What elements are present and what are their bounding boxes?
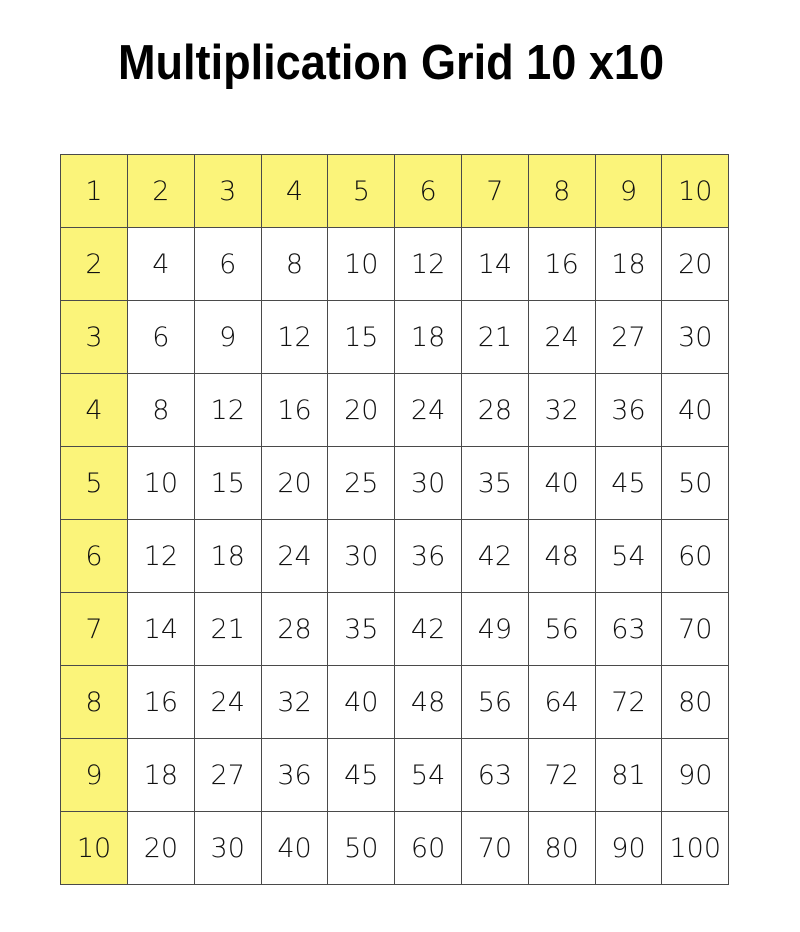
product-cell: 14: [128, 593, 195, 666]
row-header-cell: 7: [61, 593, 128, 666]
page-title: Multiplication Grid 10 x10: [117, 36, 665, 90]
grid-row: [61, 666, 729, 739]
product-cell: 36: [395, 520, 462, 593]
header-row: [61, 155, 729, 228]
product-cell: 54: [595, 520, 662, 593]
row-header-cell: 8: [61, 666, 128, 739]
column-header-cell: 8: [528, 155, 595, 228]
product-cell: 50: [662, 447, 729, 520]
product-cell: 20: [328, 374, 395, 447]
product-cell: 24: [261, 520, 328, 593]
product-cell: 30: [395, 447, 462, 520]
row-header-cell: 5: [61, 447, 128, 520]
row-header-cell: 9: [61, 739, 128, 812]
grid-row: [61, 447, 729, 520]
product-cell: 30: [662, 301, 729, 374]
product-cell: 6: [128, 301, 195, 374]
product-cell: 6: [194, 228, 261, 301]
column-header-cell: 5: [328, 155, 395, 228]
product-cell: 4: [128, 228, 195, 301]
product-cell: 45: [328, 739, 395, 812]
product-cell: 72: [595, 666, 662, 739]
grid-row: [61, 301, 729, 374]
column-header-cell: 7: [461, 155, 528, 228]
product-cell: 63: [461, 739, 528, 812]
product-cell: 20: [261, 447, 328, 520]
column-header-cell: 4: [261, 155, 328, 228]
product-cell: 45: [595, 447, 662, 520]
product-cell: 12: [194, 374, 261, 447]
product-cell: 35: [328, 593, 395, 666]
product-cell: 40: [528, 447, 595, 520]
multiplication-grid: [60, 154, 729, 885]
row-header-cell: 3: [61, 301, 128, 374]
product-cell: 54: [395, 739, 462, 812]
product-cell: 12: [261, 301, 328, 374]
row-header-cell: 2: [61, 228, 128, 301]
product-cell: 16: [528, 228, 595, 301]
product-cell: 40: [261, 812, 328, 885]
column-header-cell: 9: [595, 155, 662, 228]
product-cell: 16: [261, 374, 328, 447]
product-cell: 40: [328, 666, 395, 739]
product-cell: 100: [662, 812, 729, 885]
grid-row: [61, 520, 729, 593]
product-cell: 32: [261, 666, 328, 739]
product-cell: 50: [328, 812, 395, 885]
product-cell: 15: [328, 301, 395, 374]
product-cell: 18: [194, 520, 261, 593]
grid-row: [61, 812, 729, 885]
product-cell: 25: [328, 447, 395, 520]
product-cell: 36: [595, 374, 662, 447]
product-cell: 12: [128, 520, 195, 593]
grid-row: [61, 739, 729, 812]
product-cell: 21: [194, 593, 261, 666]
row-header-cell: 4: [61, 374, 128, 447]
product-cell: 56: [528, 593, 595, 666]
product-cell: 9: [194, 301, 261, 374]
product-cell: 18: [395, 301, 462, 374]
product-cell: 28: [461, 374, 528, 447]
product-cell: 14: [461, 228, 528, 301]
product-cell: 27: [595, 301, 662, 374]
column-header-cell: 10: [662, 155, 729, 228]
grid-body: [61, 155, 729, 885]
product-cell: 63: [595, 593, 662, 666]
column-header-cell: 3: [194, 155, 261, 228]
product-cell: 56: [461, 666, 528, 739]
product-cell: 20: [128, 812, 195, 885]
product-cell: 18: [595, 228, 662, 301]
column-header-cell: 1: [61, 155, 128, 228]
product-cell: 60: [395, 812, 462, 885]
product-cell: 49: [461, 593, 528, 666]
product-cell: 42: [395, 593, 462, 666]
product-cell: 8: [128, 374, 195, 447]
product-cell: 30: [194, 812, 261, 885]
grid-row: [61, 374, 729, 447]
product-cell: 10: [128, 447, 195, 520]
product-cell: 70: [461, 812, 528, 885]
product-cell: 72: [528, 739, 595, 812]
product-cell: 90: [662, 739, 729, 812]
row-header-cell: 6: [61, 520, 128, 593]
product-cell: 24: [528, 301, 595, 374]
grid-row: [61, 228, 729, 301]
product-cell: 27: [194, 739, 261, 812]
product-cell: 24: [194, 666, 261, 739]
product-cell: 28: [261, 593, 328, 666]
product-cell: 70: [662, 593, 729, 666]
product-cell: 20: [662, 228, 729, 301]
product-cell: 12: [395, 228, 462, 301]
product-cell: 8: [261, 228, 328, 301]
product-cell: 24: [395, 374, 462, 447]
product-cell: 21: [461, 301, 528, 374]
product-cell: 80: [528, 812, 595, 885]
product-cell: 35: [461, 447, 528, 520]
column-header-cell: 2: [128, 155, 195, 228]
product-cell: 42: [461, 520, 528, 593]
product-cell: 10: [328, 228, 395, 301]
product-cell: 36: [261, 739, 328, 812]
product-cell: 16: [128, 666, 195, 739]
product-cell: 90: [595, 812, 662, 885]
product-cell: 80: [662, 666, 729, 739]
product-cell: 48: [528, 520, 595, 593]
product-cell: 48: [395, 666, 462, 739]
product-cell: 32: [528, 374, 595, 447]
product-cell: 60: [662, 520, 729, 593]
product-cell: 40: [662, 374, 729, 447]
row-header-cell: 10: [61, 812, 128, 885]
product-cell: 64: [528, 666, 595, 739]
column-header-cell: 6: [395, 155, 462, 228]
product-cell: 15: [194, 447, 261, 520]
grid-row: [61, 593, 729, 666]
product-cell: 30: [328, 520, 395, 593]
product-cell: 18: [128, 739, 195, 812]
product-cell: 81: [595, 739, 662, 812]
